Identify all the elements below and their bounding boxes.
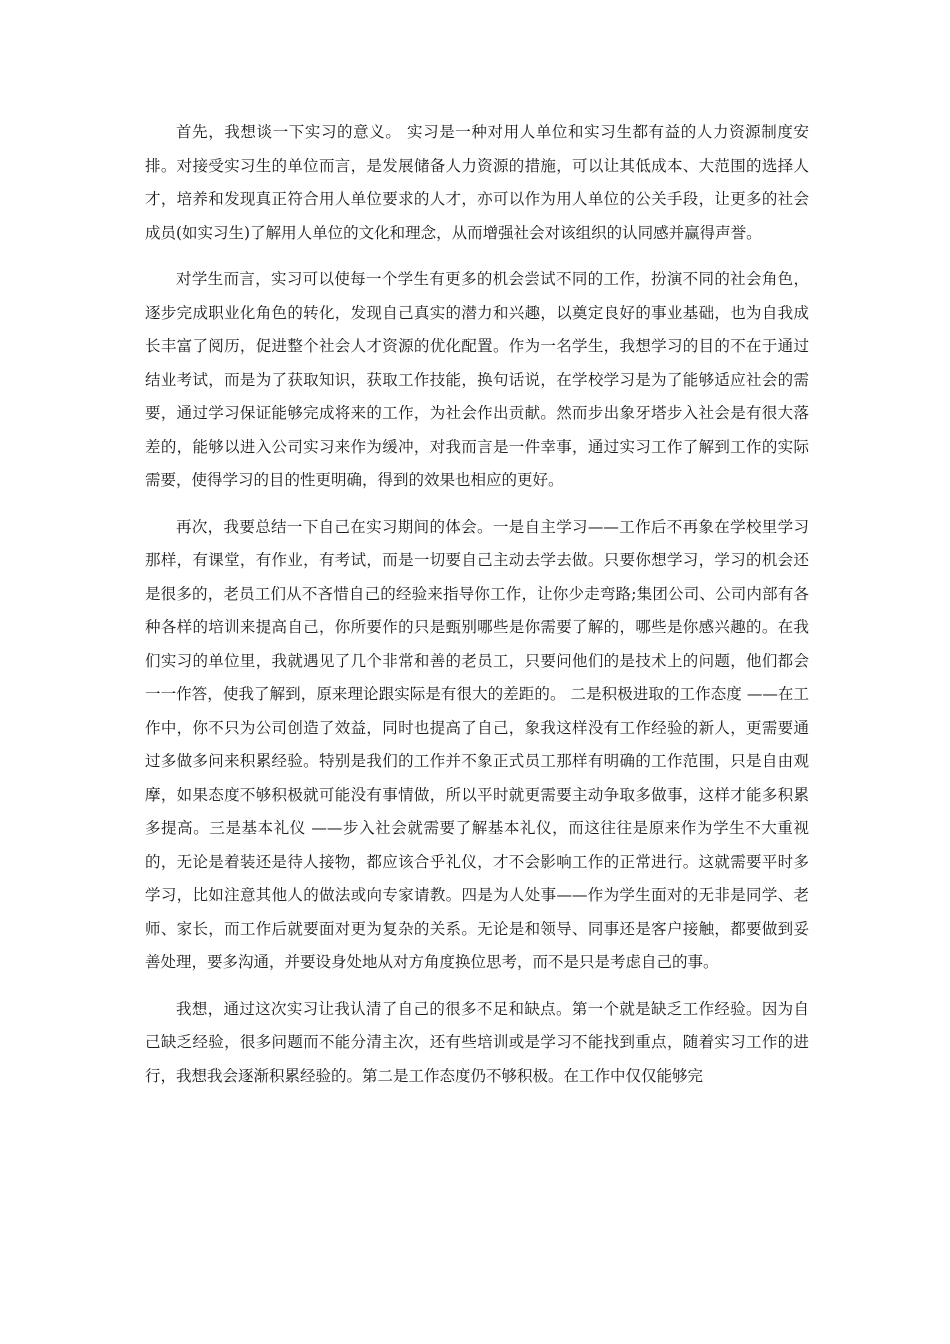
paragraph-2: 对学生而言，实习可以使每一个学生有更多的机会尝试不同的工作，扮演不同的社会角色，逐步完成职业化角色的转化，发现自己真实的潜力和兴趣，以奠定良好的事业基础，也为自我成长丰富了阅历，促进整个社会人才资源的优化配置。作为一名学生，我想学习的目的不在于通过结业考试，而是为了获取知识，获取工作技能，换句话说，在学校学习是为了能够适应社会的需要，通过学习保证能够完成将来的工作，为社会作出贡献。然而步出象牙塔步入社会是有很大落差的，能够以进入公司实习来作为缓冲，对我而言是一件幸事，通过实习工作了解到工作的实际需要，使得学习的目的性更明确，得到的效果也相应的更好。 (145, 270, 809, 489)
document-body (145, 116, 809, 1106)
paragraph-4: 我想，通过这次实习让我认清了自己的很多不足和缺点。第一个就是缺乏工作经验。因为自己缺乏经验，很多问题而不能分清主次，还有些培训或是学习不能找到重点，随着实习工作的进行，我想我会逐渐积累经验的。第二是工作态度仍不够积极。在工作中仅仅能够完 (145, 999, 809, 1085)
paragraph-3: 再次，我要总结一下自己在实习期间的体会。一是自主学习——工作后不再象在学校里学习那样，有课堂，有作业，有考试，而是一切要自己主动去学去做。只要你想学习，学习的机会还是很多的，老员工们从不吝惜自己的经验来指导你工作，让你少走弯路;集团公司、公司内部有各种各样的培训来提高自己，你所要作的只是甄别哪些是你需要了解的，哪些是你感兴趣的。在我们实习的单位里，我就遇见了几个非常和善的老员工，只要问他们的是技术上的问题，他们都会一一作答，使我了解到，原来理论跟实际是有很大的差距的。 二是积极进取的工作态度 ——在工作中，你不只为公司创造了效益，同时也提高了自己，象我这样没有工作经验的新人，更需要通过多做多问来积累经验。特别是我们的工作并不象正式员工那样有明确的工作范围，只是自由观摩，如果态度不够积极就可能没有事情做，所以平时就更需要主动争取多做事，这样才能多积累多提高。三是基本礼仪 ——步入社会就需要了解基本礼仪，而这往往是原来作为学生不大重视的，无论是着装还是待人接物，都应该合乎礼仪，才不会影响工作的正常进行。这就需要平时多学习，比如注意其他人的做法或向专家请教。四是为人处事——作为学生面对的无非是同学、老师、家长，而工作后就要面对更为复杂的关系。无论是和领导、同事还是客户接触，都要做到妥善处理，要多沟通，并要设身处地从对方角度换位思考，而不是只是考虑自己的事。 (145, 517, 809, 971)
paragraph-1: 首先，我想谈一下实习的意义。 实习是一种对用人单位和实习生都有益的人力资源制度安排。对接受实习生的单位而言，是发展储备人力资源的措施，可以让其低成本、大范围的选择人才，培养和发现真正符合用人单位要求的人才，亦可以作为用人单位的公关手段，让更多的社会成员(如实习生)了解用人单位的文化和理念，从而增强社会对该组织的认同感并赢得声誉。 (145, 123, 809, 242)
